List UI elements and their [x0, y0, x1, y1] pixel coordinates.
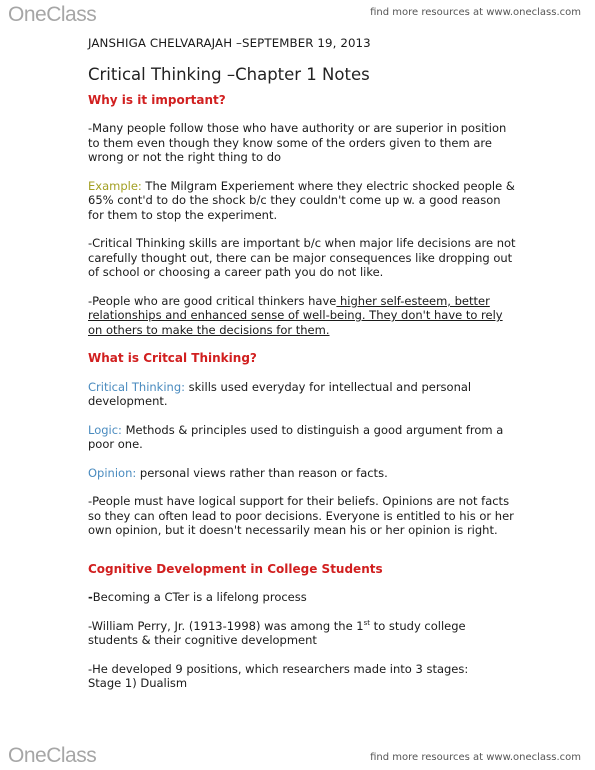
heading-why-important: Why is it important? — [88, 92, 226, 107]
oneclass-logo[interactable]: OneClass — [8, 3, 97, 26]
definition-text: skills used everyday for intellectual and personal development. — [88, 379, 472, 408]
term-opinion: Opinion: — [88, 465, 137, 480]
footer-tagline[interactable]: find more resources at www.oneclass.com — [370, 752, 581, 763]
benefits-intro: -People who are good critical thinkers have — [88, 293, 337, 308]
paragraph-perry — [88, 619, 518, 648]
page-title: Critical Thinking –Chapter 1 Notes — [88, 64, 370, 84]
heading-what-is-ct: What is Critcal Thinking? — [88, 351, 257, 365]
positions-line: -He developed 9 positions, which researchers made into 3 stages: — [88, 661, 469, 676]
paragraph-example — [88, 179, 518, 223]
term-logic: Logic: — [88, 422, 122, 437]
paragraph-lifelong — [88, 590, 518, 605]
superscript-st: st — [363, 618, 371, 627]
definition-critical-thinking — [88, 380, 518, 409]
dash: - — [88, 590, 93, 604]
term-example: Example: — [88, 178, 142, 193]
example-text: The Milgram Experiement where they electric shocked people & 65% cont'd to do the shock b/c they couldn't come up w. a good reason for them to stop the experiment. — [88, 178, 515, 222]
benefits-underlined: higher self-esteem, better relationships and enhanced sense of well-being. They don't have to rely on others to make the decisions for them. — [88, 293, 503, 337]
bottom-bar — [0, 742, 595, 770]
author-line: JANSHIGA CHELVARAJAH –SEPTEMBER 19, 2013 — [88, 36, 371, 50]
lifelong-text: Becoming a CTer is a lifelong process — [92, 590, 307, 604]
definition-text: personal views rather than reason or facts. — [136, 465, 388, 480]
paragraph-benefits — [88, 294, 518, 338]
paragraph-consequences: -Critical Thinking skills are important b/c when major life decisions are not carefully thought out, there can be major consequences like dropping out of school or choosing a career path you do not like. — [88, 236, 516, 279]
stage-line: Stage 1) Dualism — [88, 676, 188, 690]
heading-cognitive-development: Cognitive Development in College Students — [88, 561, 383, 576]
paragraph-authority: -Many people follow those who have authority or are superior in position to them even though they know some of the orders given to them are wrong or not the right thing to do — [88, 121, 507, 164]
definition-opinion — [88, 466, 518, 481]
oneclass-logo-footer[interactable]: OneClass — [8, 744, 97, 767]
header-tagline[interactable]: find more resources at www.oneclass.com — [370, 7, 581, 18]
perry-start: -William Perry, Jr. (1913-1998) was among the 1 — [88, 618, 364, 633]
term-critical-thinking: Critical Thinking: — [88, 379, 185, 394]
document-page — [88, 36, 518, 705]
perry-end: to study college students & their cognitive development — [88, 618, 466, 647]
paragraph-positions — [88, 662, 518, 691]
top-bar — [0, 0, 595, 26]
definition-logic — [88, 423, 518, 452]
definition-text: Methods & principles used to distinguish a good argument from a poor one. — [88, 422, 504, 451]
paragraph-logical-support: -People must have logical support for their beliefs. Opinions are not facts so they can often lead to poor decisions. Everyone is entitled to his or her own opinion, but it doesn't necessarily mean his or her opinion is right. — [88, 494, 514, 537]
